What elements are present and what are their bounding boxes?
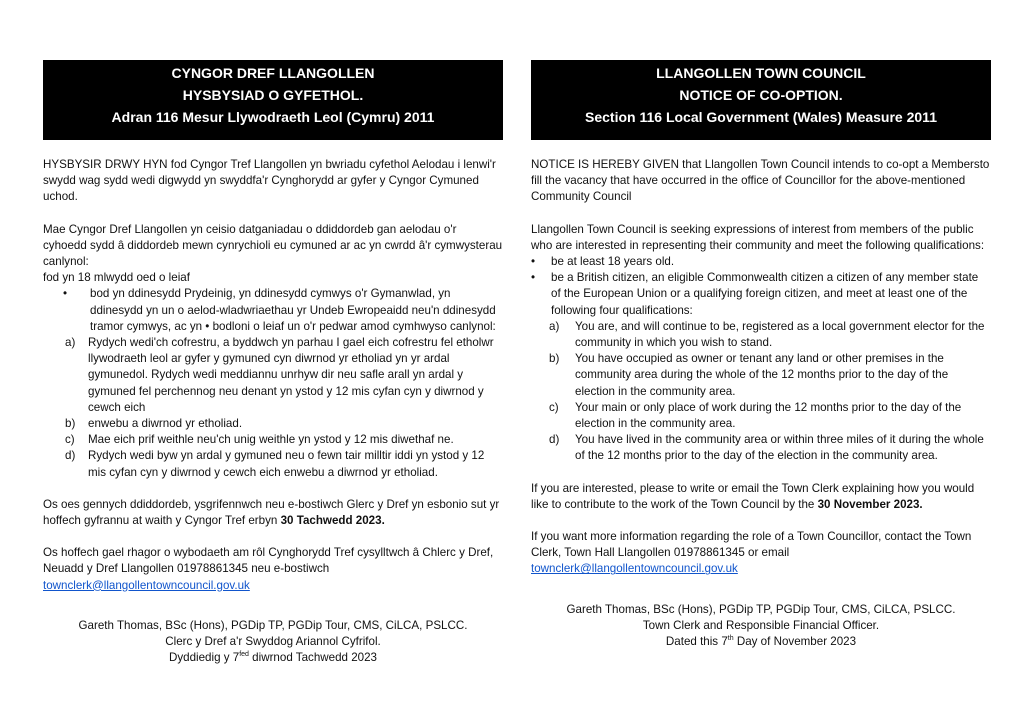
legal-section: Adran 116 Mesur Llywodraeth Leol (Cymru) 2011 [111,109,435,125]
english-body [531,157,991,578]
notice-date: Dated this 7th Day of November 2023 [665,635,857,649]
signatory-name: Gareth Thomas, BSc (Hons), PGDip TP, PGDip Tour, CMS, CiLCA, PSLCC. [566,602,956,616]
welsh-header [43,60,503,140]
contact-paragraph: If you are interested, please to write or email the Town Clerk explaining how you would like to contribute to the work of the Town Council by the 30 November 2023. [531,481,975,511]
email-link[interactable]: townclerk@llangollentowncouncil.gov.uk [531,562,738,576]
eligibility-list [531,254,991,319]
signatory-role: Clerc y Dref a'r Swyddog Ariannol Cyfrifol. [165,635,381,649]
info-paragraph: Os hoffech gael rhagor o wybodaeth am rôl Cynghorydd Tref cysylltwch â Chlerc y Dref, Neuadd y Dref Llangollen 01978861345 neu e-bostiwch townclerk@llangollentowncouncil.gov.uk [43,546,494,592]
bullet-icon: • [531,255,536,269]
deadline: 30 November 2023. [817,497,923,511]
list-item: • be a British citizen, an eligible Commonwealth citizen a citizen of any member state of the European Union or a qualifying foreign citizen, and meet at least one of the following four qualifications: [531,271,979,317]
signatory-role: Town Clerk and Responsible Financial Officer. [642,618,880,632]
notice-title: NOTICE OF CO-OPTION. [679,87,843,103]
seeking-paragraph: Llangollen Town Council is seeking expressions of interest from members of the public who are interested in representing their community and meet the following qualifications: [531,222,985,252]
list-item: d) You have lived in the community area or within three miles of it during the whole of the 12 months prior to the day of the election in the community area. [549,433,984,463]
signatory-name: Gareth Thomas, BSc (Hons), PGDip TP, PGDip Tour, CMS, CiLCA, PSLCC. [78,618,468,632]
council-name: LLANGOLLEN TOWN COUNCIL [656,65,866,81]
list-item: • bod yn ddinesydd Prydeinig, yn ddinesydd cymwys o'r Gymanwlad, yn ddinesydd yn un o aelod-wladwriaethau yr Undeb Ewropeaidd neu'n ddinesydd tramor cymwys, ac yn • bodloni o leiaf un o'r pedwar amod cymhwyso canlynol: [63,287,496,333]
signature-block [531,602,991,651]
english-header [531,60,991,140]
bullet-icon: • [531,271,536,285]
list-item: a) You are, and will continue to be, registered as a local government elector for the community in which you wish to stand. [549,319,985,350]
notice-title: HYSBYSIAD O GYFETHOL. [182,87,364,103]
bullet-icon: • [63,287,68,301]
list-item: b) You have occupied as owner or tenant any land or other premises in the community area during the whole of the 12 months prior to the day of the election in the community area. [549,352,949,398]
intro-paragraph: NOTICE IS HEREBY GIVEN that Llangollen Town Council intends to co-opt a Membersto fill the vacancy that have occurred in the office of Councillor for the above-mentioned Community Council [531,158,990,204]
age-requirement: fod yn 18 mlwydd oed o leiaf [43,271,190,285]
legal-section: Section 116 Local Government (Wales) Measure 2011 [585,109,937,125]
council-name: CYNGOR DREF LLANGOLLEN [171,65,375,81]
list-item: c) Your main or only place of work during the 12 months prior to the day of the election in the community area. [549,400,962,431]
list-item: c) Mae eich prif weithle neu'ch unig weithle yn ystod y 12 mis diwethaf ne. [65,433,454,447]
citizenship-list [43,286,503,335]
intro-paragraph: HYSBYSIR DRWY HYN fod Cyngor Tref Llangollen yn bwriadu cyfethol Aelodau i lenwi'r swydd wag sydd wedi digwydd yn swyddfa'r Cynghorydd ar gyfer y Cyngor Cymuned uchod. [43,158,496,204]
qualification-list [531,319,991,465]
list-item: • be at least 18 years old. [531,254,991,270]
list-item: b) enwebu a diwrnod yr etholiad. [65,417,243,431]
email-link[interactable]: townclerk@llangollentowncouncil.gov.uk [43,578,250,592]
list-item: d) Rydych wedi byw yn ardal y gymuned neu o fewn tair milltir iddi yn ystod y 12 mis cyfan cyn y diwrnod y cewch eich enwebu a diwrnod yr etholiad. [65,449,485,479]
seeking-paragraph: Mae Cyngor Dref Llangollen yn ceisio datganiadau o ddiddordeb gan aelodau o'r cyhoedd sydd â diddordeb mewn cynrychioli eu cymuned ar ac yn cwrdd â'r cymwysterau canlynol: [43,222,503,269]
welsh-notice [43,60,503,666]
signature-block [43,618,503,667]
info-paragraph: If you want more information regarding the role of a Town Councillor, contact the Town Clerk, Town Hall Llangollen 01978861345 or email townclerk@llangollentowncouncil.gov.uk [531,530,972,576]
deadline: 30 Tachwedd 2023. [280,514,385,528]
contact-paragraph: Os oes gennych ddiddordeb, ysgrifennwch neu e-bostiwch Glerc y Dref yn esbonio sut yr hoffech gyfrannu at waith y Cyngor Tref erbyn 30 Tachwedd 2023. [43,497,500,528]
qualification-list [43,335,503,481]
list-item: a) Rydych wedi'ch cofrestru, a byddwch yn parhau I gael eich cofrestru fel etholwr llywodraeth leol ar gyfer y gymuned cyn diwrnod yr etholiad yn yr ardal gymunedol. Rydych wedi meddiannu unrhyw dir neu safle arall yn ardal y gymuned fel perchennog neu denant yn ystod y 12 mis cyfan cyn y diwrnod y cewch eich [65,336,494,414]
english-notice [531,60,991,650]
welsh-body [43,157,503,594]
notice-date: Dyddiedig y $7^{fed}$ diwrnod Tachwedd 2023 [168,651,378,665]
